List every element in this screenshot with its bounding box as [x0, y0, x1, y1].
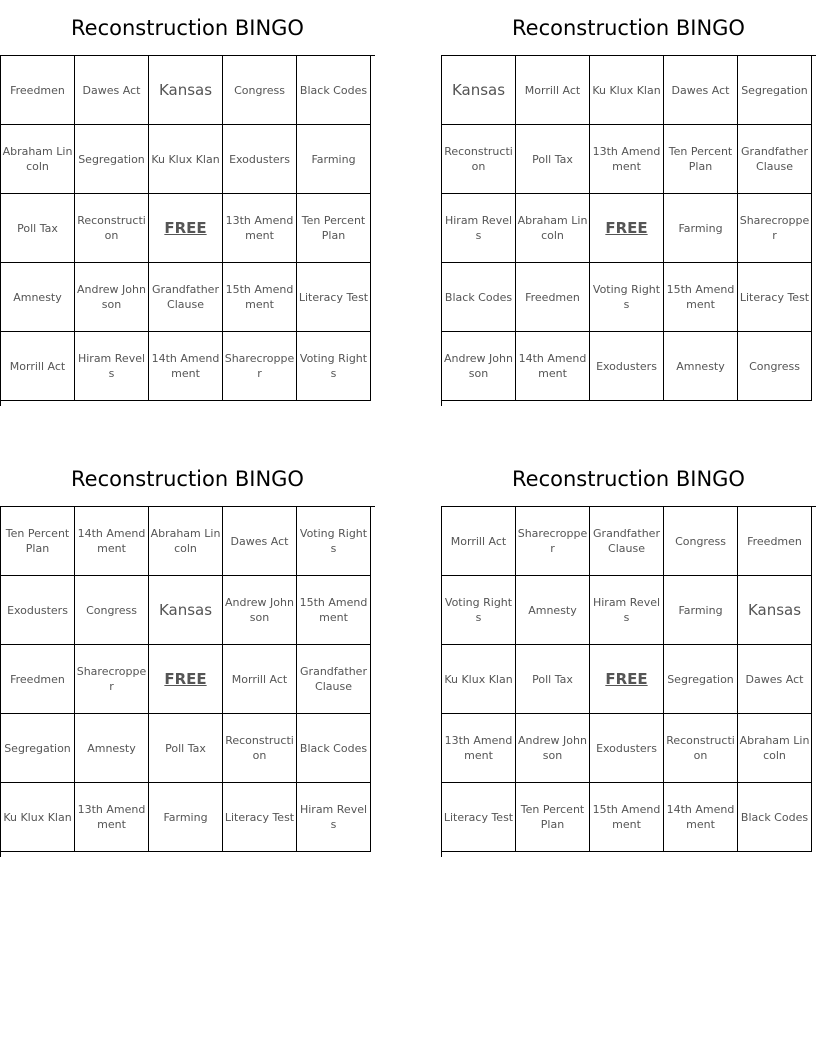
- free-space: FREE: [590, 194, 664, 263]
- bingo-cell: Morrill Act: [516, 56, 590, 125]
- bingo-cell: Ku Klux Klan: [1, 783, 75, 852]
- bingo-cell: Sharecropper: [738, 194, 812, 263]
- bingo-cell: Ten Percent Plan: [297, 194, 371, 263]
- bingo-cell: Segregation: [1, 714, 75, 783]
- bingo-cell: Black Codes: [738, 783, 812, 852]
- bingo-cell: Poll Tax: [516, 125, 590, 194]
- bingo-cell: Voting Rights: [442, 576, 516, 645]
- bingo-grid: [0, 506, 375, 857]
- bingo-cell: Exodusters: [590, 714, 664, 783]
- bingo-cell: Reconstruction: [223, 714, 297, 783]
- bingo-cell: Farming: [664, 576, 738, 645]
- bingo-cell: Ten Percent Plan: [664, 125, 738, 194]
- bingo-cell: Black Codes: [442, 263, 516, 332]
- bingo-cell: Freedmen: [1, 56, 75, 125]
- bingo-cell: Dawes Act: [738, 645, 812, 714]
- bingo-cell: Farming: [149, 783, 223, 852]
- bingo-cell: Reconstruction: [664, 714, 738, 783]
- bingo-cell: 14th Amendment: [75, 507, 149, 576]
- bingo-cell: Ku Klux Klan: [149, 125, 223, 194]
- bingo-cell: Congress: [223, 56, 297, 125]
- bingo-cell: 15th Amendment: [664, 263, 738, 332]
- bingo-cell: Hiram Revels: [297, 783, 371, 852]
- bingo-cell: Andrew Johnson: [223, 576, 297, 645]
- bingo-cell: Freedmen: [738, 507, 812, 576]
- bingo-cell: Kansas: [149, 576, 223, 645]
- free-space: FREE: [149, 645, 223, 714]
- bingo-cell: Grandfather Clause: [149, 263, 223, 332]
- bingo-cell: Amnesty: [75, 714, 149, 783]
- bingo-cell: Andrew Johnson: [442, 332, 516, 401]
- bingo-cell: 13th Amendment: [442, 714, 516, 783]
- bingo-cell: Andrew Johnson: [75, 263, 149, 332]
- bingo-cell: Farming: [664, 194, 738, 263]
- bingo-cell: Voting Rights: [297, 507, 371, 576]
- bingo-cell: Poll Tax: [1, 194, 75, 263]
- bingo-grid: [441, 55, 816, 406]
- bingo-cell: Abraham Lincoln: [516, 194, 590, 263]
- bingo-cell: Congress: [75, 576, 149, 645]
- bingo-cell: Sharecropper: [223, 332, 297, 401]
- bingo-cell: Amnesty: [516, 576, 590, 645]
- bingo-cell: Hiram Revels: [590, 576, 664, 645]
- bingo-cell: Poll Tax: [516, 645, 590, 714]
- bingo-cell: Morrill Act: [442, 507, 516, 576]
- bingo-cell: 14th Amendment: [664, 783, 738, 852]
- bingo-cell: Amnesty: [664, 332, 738, 401]
- bingo-cell: Sharecropper: [75, 645, 149, 714]
- bingo-cell: 13th Amendment: [590, 125, 664, 194]
- bingo-cell: 15th Amendment: [297, 576, 371, 645]
- bingo-cell: Grandfather Clause: [297, 645, 371, 714]
- bingo-cell: Morrill Act: [223, 645, 297, 714]
- bingo-cell: Ten Percent Plan: [1, 507, 75, 576]
- bingo-cell: Reconstruction: [75, 194, 149, 263]
- bingo-cell: Dawes Act: [223, 507, 297, 576]
- bingo-cell: Dawes Act: [75, 56, 149, 125]
- card-title: Reconstruction BINGO: [512, 16, 745, 40]
- bingo-cell: Exodusters: [1, 576, 75, 645]
- bingo-grid: [441, 506, 816, 857]
- bingo-cell: Congress: [664, 507, 738, 576]
- bingo-cell: Hiram Revels: [75, 332, 149, 401]
- bingo-grid: [0, 55, 375, 406]
- bingo-cell: Hiram Revels: [442, 194, 516, 263]
- bingo-cell: Voting Rights: [590, 263, 664, 332]
- bingo-cell: Segregation: [738, 56, 812, 125]
- bingo-cell: Literacy Test: [738, 263, 812, 332]
- bingo-cell: Ku Klux Klan: [590, 56, 664, 125]
- bingo-cell: Reconstruction: [442, 125, 516, 194]
- card-title: Reconstruction BINGO: [512, 467, 745, 491]
- card-title: Reconstruction BINGO: [71, 16, 304, 40]
- bingo-cell: Congress: [738, 332, 812, 401]
- bingo-cell: Farming: [297, 125, 371, 194]
- bingo-cell: Voting Rights: [297, 332, 371, 401]
- bingo-cell: Black Codes: [297, 714, 371, 783]
- bingo-cell: Exodusters: [590, 332, 664, 401]
- card-title: Reconstruction BINGO: [71, 467, 304, 491]
- bingo-cell: Literacy Test: [297, 263, 371, 332]
- bingo-cell: Freedmen: [1, 645, 75, 714]
- bingo-cell: Grandfather Clause: [738, 125, 812, 194]
- bingo-cell: Abraham Lincoln: [1, 125, 75, 194]
- bingo-cell: 15th Amendment: [223, 263, 297, 332]
- bingo-cell: Andrew Johnson: [516, 714, 590, 783]
- bingo-cell: Kansas: [149, 56, 223, 125]
- bingo-cell: Ku Klux Klan: [442, 645, 516, 714]
- free-space: FREE: [590, 645, 664, 714]
- bingo-cell: Ten Percent Plan: [516, 783, 590, 852]
- bingo-cell: Morrill Act: [1, 332, 75, 401]
- bingo-cell: 13th Amendment: [75, 783, 149, 852]
- bingo-cell: Literacy Test: [223, 783, 297, 852]
- free-space: FREE: [149, 194, 223, 263]
- bingo-cell: Exodusters: [223, 125, 297, 194]
- bingo-cell: 13th Amendment: [223, 194, 297, 263]
- bingo-cell: Poll Tax: [149, 714, 223, 783]
- bingo-cell: Kansas: [738, 576, 812, 645]
- bingo-cell: Amnesty: [1, 263, 75, 332]
- bingo-cell: Literacy Test: [442, 783, 516, 852]
- bingo-cell: 14th Amendment: [149, 332, 223, 401]
- bingo-cell: Black Codes: [297, 56, 371, 125]
- bingo-cell: Dawes Act: [664, 56, 738, 125]
- bingo-cell: Freedmen: [516, 263, 590, 332]
- bingo-cell: Segregation: [664, 645, 738, 714]
- bingo-cell: Grandfather Clause: [590, 507, 664, 576]
- bingo-cell: Kansas: [442, 56, 516, 125]
- bingo-cell: 14th Amendment: [516, 332, 590, 401]
- bingo-cell: Abraham Lincoln: [738, 714, 812, 783]
- bingo-cell: Segregation: [75, 125, 149, 194]
- bingo-cell: Sharecropper: [516, 507, 590, 576]
- bingo-cell: 15th Amendment: [590, 783, 664, 852]
- bingo-cell: Abraham Lincoln: [149, 507, 223, 576]
